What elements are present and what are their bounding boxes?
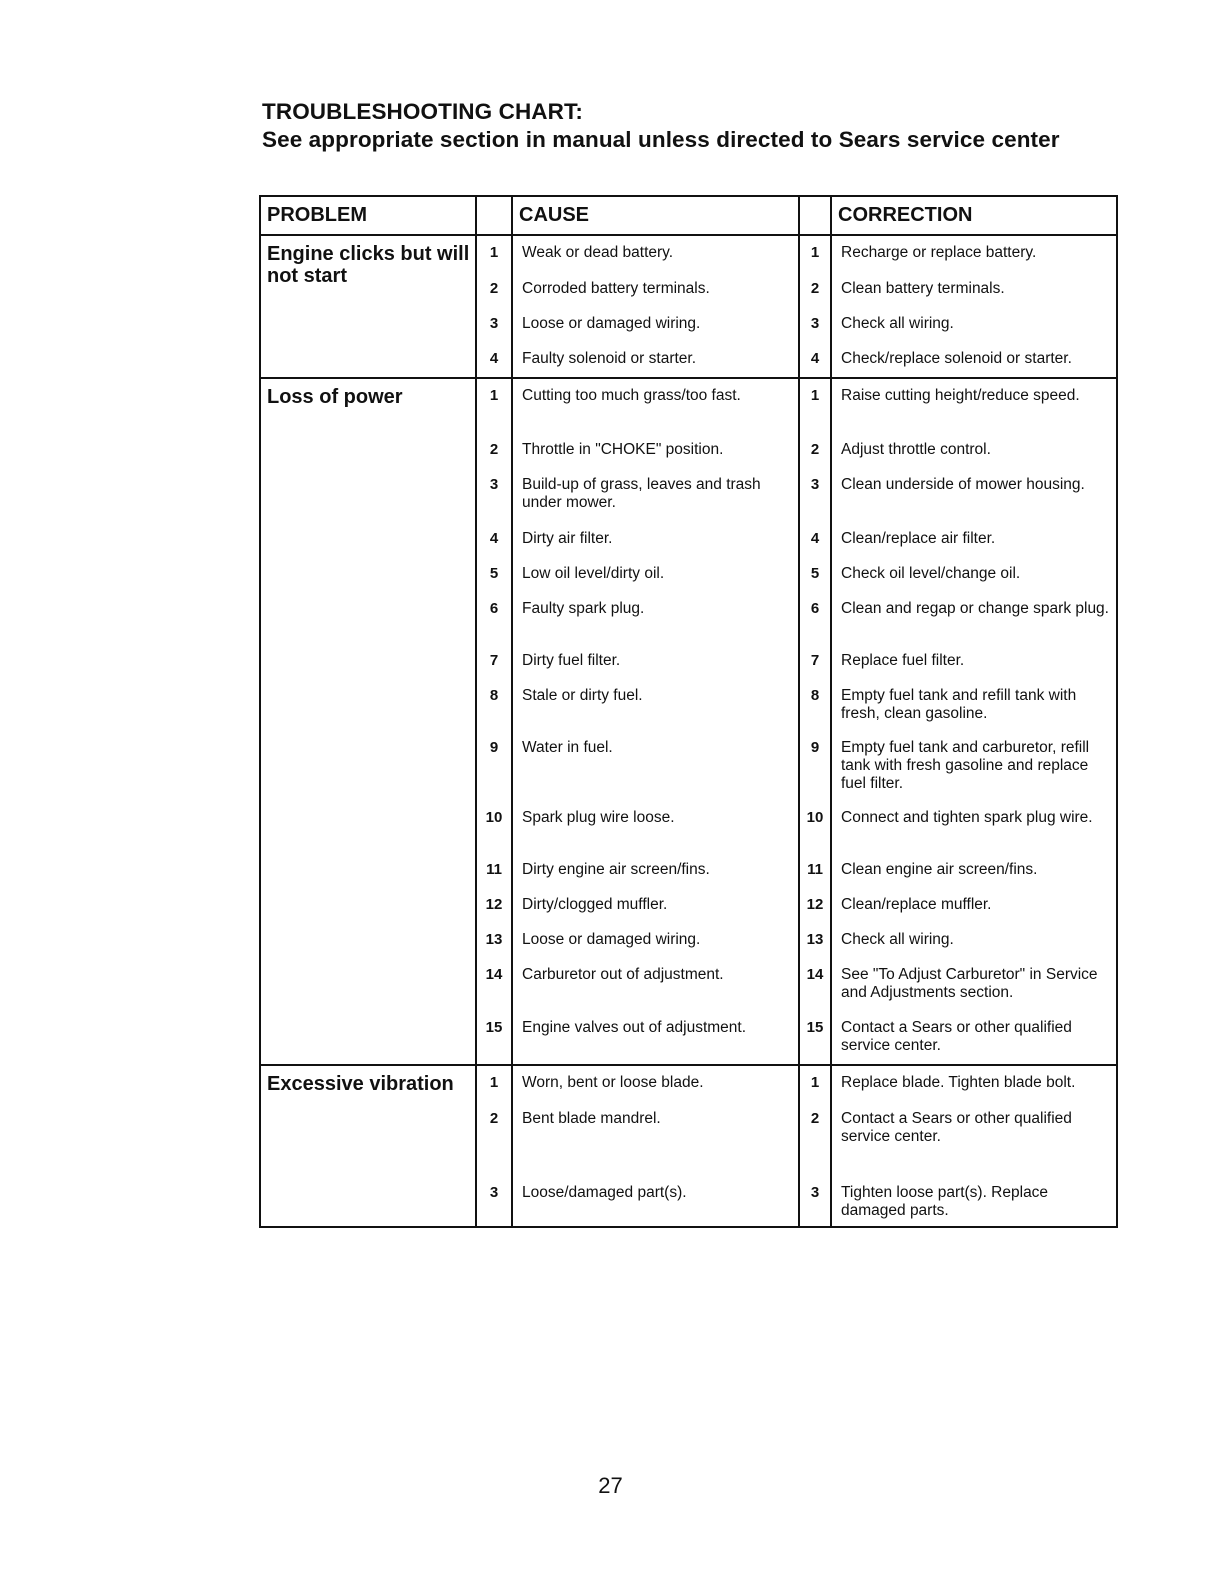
correction-number: 10 bbox=[798, 801, 830, 853]
correction-number: 5 bbox=[798, 557, 830, 592]
correction-number: 4 bbox=[798, 522, 830, 557]
correction-cell: Clean/replace air filter. bbox=[830, 522, 1116, 557]
problem-section bbox=[261, 236, 1116, 379]
correction-cell: Contact a Sears or other qualified service center. bbox=[830, 1011, 1116, 1064]
cause-cell: Weak or dead battery. bbox=[511, 236, 798, 272]
correction-number: 14 bbox=[798, 958, 830, 1011]
correction-cell: Clean battery terminals. bbox=[830, 272, 1116, 307]
heading-subtitle: See appropriate section in manual unless directed to Sears service center bbox=[262, 127, 1060, 152]
correction-cell: Empty fuel tank and carburetor, refill tank with fresh gasoline and replace fuel filter. bbox=[830, 731, 1116, 801]
correction-number: 2 bbox=[798, 1102, 830, 1176]
cause-cell: Worn, bent or loose blade. bbox=[511, 1066, 798, 1102]
cause-cell: Spark plug wire loose. bbox=[511, 801, 798, 853]
cause-number: 2 bbox=[475, 272, 511, 307]
correction-number: 7 bbox=[798, 644, 830, 679]
cause-number: 5 bbox=[475, 557, 511, 592]
cause-cell: Dirty engine air screen/fins. bbox=[511, 853, 798, 888]
table-row bbox=[475, 557, 1116, 592]
correction-cell: Check oil level/change oil. bbox=[830, 557, 1116, 592]
cause-number: 15 bbox=[475, 1011, 511, 1064]
correction-cell: Tighten loose part(s). Replace damaged parts. bbox=[830, 1176, 1116, 1226]
cause-number: 4 bbox=[475, 342, 511, 377]
table-row bbox=[475, 679, 1116, 731]
cause-number: 8 bbox=[475, 679, 511, 731]
cause-number: 9 bbox=[475, 731, 511, 801]
cause-cell: Throttle in "CHOKE" position. bbox=[511, 433, 798, 468]
table-row bbox=[475, 1066, 1116, 1102]
cause-cell: Faulty solenoid or starter. bbox=[511, 342, 798, 377]
correction-number: 3 bbox=[798, 468, 830, 522]
correction-cell: Replace blade. Tighten blade bolt. bbox=[830, 1066, 1116, 1102]
correction-cell: Clean engine air screen/fins. bbox=[830, 853, 1116, 888]
table-row bbox=[475, 1011, 1116, 1064]
troubleshooting-table bbox=[259, 195, 1118, 1228]
correction-number: 11 bbox=[798, 853, 830, 888]
correction-number: 6 bbox=[798, 592, 830, 644]
correction-cell: See "To Adjust Carburetor" in Service and Adjustments section. bbox=[830, 958, 1116, 1011]
correction-number: 3 bbox=[798, 307, 830, 342]
table-row bbox=[475, 1176, 1116, 1226]
correction-cell: Contact a Sears or other qualified service center. bbox=[830, 1102, 1116, 1176]
cause-number: 3 bbox=[475, 307, 511, 342]
cause-cell: Cutting too much grass/too fast. bbox=[511, 379, 798, 433]
cause-number: 10 bbox=[475, 801, 511, 853]
table-row bbox=[475, 468, 1116, 522]
correction-cell: Adjust throttle control. bbox=[830, 433, 1116, 468]
correction-number: 2 bbox=[798, 272, 830, 307]
table-row bbox=[475, 272, 1116, 307]
table-row bbox=[475, 731, 1116, 801]
cause-cell: Carburetor out of adjustment. bbox=[511, 958, 798, 1011]
cause-cell: Build-up of grass, leaves and trash under mower. bbox=[511, 468, 798, 522]
cause-number: 3 bbox=[475, 468, 511, 522]
correction-cell: Empty fuel tank and refill tank with fresh, clean gasoline. bbox=[830, 679, 1116, 731]
chart-heading bbox=[262, 98, 1060, 154]
correction-number: 1 bbox=[798, 379, 830, 433]
table-row bbox=[475, 1102, 1116, 1176]
correction-number: 2 bbox=[798, 433, 830, 468]
table-row bbox=[475, 923, 1116, 958]
cause-number: 11 bbox=[475, 853, 511, 888]
heading-title: TROUBLESHOOTING CHART: bbox=[262, 99, 583, 124]
correction-cell: Connect and tighten spark plug wire. bbox=[830, 801, 1116, 853]
correction-header: CORRECTION bbox=[830, 197, 1116, 234]
correction-number: 4 bbox=[798, 342, 830, 377]
cause-cell: Dirty/clogged muffler. bbox=[511, 888, 798, 923]
table-row bbox=[475, 801, 1116, 853]
cause-number-header bbox=[475, 197, 511, 234]
cause-cell: Loose or damaged wiring. bbox=[511, 307, 798, 342]
problem-label: Engine clicks but will not start bbox=[267, 243, 470, 287]
correction-number: 8 bbox=[798, 679, 830, 731]
table-row bbox=[475, 379, 1116, 433]
correction-cell: Replace fuel filter. bbox=[830, 644, 1116, 679]
cause-cell: Loose or damaged wiring. bbox=[511, 923, 798, 958]
cause-cell: Low oil level/dirty oil. bbox=[511, 557, 798, 592]
table-row bbox=[475, 592, 1116, 644]
correction-cell: Clean and regap or change spark plug. bbox=[830, 592, 1116, 644]
correction-number: 15 bbox=[798, 1011, 830, 1064]
problem-label: Excessive vibration bbox=[267, 1073, 454, 1095]
cause-cell: Engine valves out of adjustment. bbox=[511, 1011, 798, 1064]
cause-cell: Loose/damaged part(s). bbox=[511, 1176, 798, 1226]
cause-number: 1 bbox=[475, 1066, 511, 1102]
correction-cell: Check all wiring. bbox=[830, 923, 1116, 958]
problem-section bbox=[261, 379, 1116, 1066]
problem-header: PROBLEM bbox=[267, 204, 367, 226]
cause-number: 14 bbox=[475, 958, 511, 1011]
correction-number: 9 bbox=[798, 731, 830, 801]
correction-cell: Raise cutting height/reduce speed. bbox=[830, 379, 1116, 433]
table-body bbox=[261, 236, 1116, 1226]
cause-cell: Dirty air filter. bbox=[511, 522, 798, 557]
correction-cell: Check all wiring. bbox=[830, 307, 1116, 342]
page-number: 27 bbox=[598, 1473, 623, 1498]
table-header bbox=[261, 197, 1116, 236]
cause-number: 4 bbox=[475, 522, 511, 557]
cause-number: 12 bbox=[475, 888, 511, 923]
cause-number: 7 bbox=[475, 644, 511, 679]
table-row bbox=[475, 853, 1116, 888]
correction-cell: Clean underside of mower housing. bbox=[830, 468, 1116, 522]
table-row bbox=[475, 433, 1116, 468]
correction-number: 3 bbox=[798, 1176, 830, 1226]
cause-header: CAUSE bbox=[511, 197, 798, 234]
problem-section bbox=[261, 1066, 1116, 1226]
cause-number: 1 bbox=[475, 236, 511, 272]
correction-cell: Clean/replace muffler. bbox=[830, 888, 1116, 923]
cause-cell: Dirty fuel filter. bbox=[511, 644, 798, 679]
table-row bbox=[475, 644, 1116, 679]
correction-number-header bbox=[798, 197, 830, 234]
cause-cell: Bent blade mandrel. bbox=[511, 1102, 798, 1176]
cause-number: 13 bbox=[475, 923, 511, 958]
table-row bbox=[475, 342, 1116, 377]
cause-number: 1 bbox=[475, 379, 511, 433]
table-row bbox=[475, 236, 1116, 272]
table-row bbox=[475, 522, 1116, 557]
problem-label: Loss of power bbox=[267, 386, 403, 408]
cause-cell: Faulty spark plug. bbox=[511, 592, 798, 644]
correction-cell: Check/replace solenoid or starter. bbox=[830, 342, 1116, 377]
cause-cell: Stale or dirty fuel. bbox=[511, 679, 798, 731]
cause-number: 3 bbox=[475, 1176, 511, 1226]
correction-number: 13 bbox=[798, 923, 830, 958]
cause-cell: Water in fuel. bbox=[511, 731, 798, 801]
cause-number: 6 bbox=[475, 592, 511, 644]
table-row bbox=[475, 958, 1116, 1011]
cause-cell: Corroded battery terminals. bbox=[511, 272, 798, 307]
correction-number: 12 bbox=[798, 888, 830, 923]
correction-number: 1 bbox=[798, 1066, 830, 1102]
correction-number: 1 bbox=[798, 236, 830, 272]
cause-number: 2 bbox=[475, 433, 511, 468]
table-row bbox=[475, 307, 1116, 342]
correction-cell: Recharge or replace battery. bbox=[830, 236, 1116, 272]
cause-number: 2 bbox=[475, 1102, 511, 1176]
table-row bbox=[475, 888, 1116, 923]
